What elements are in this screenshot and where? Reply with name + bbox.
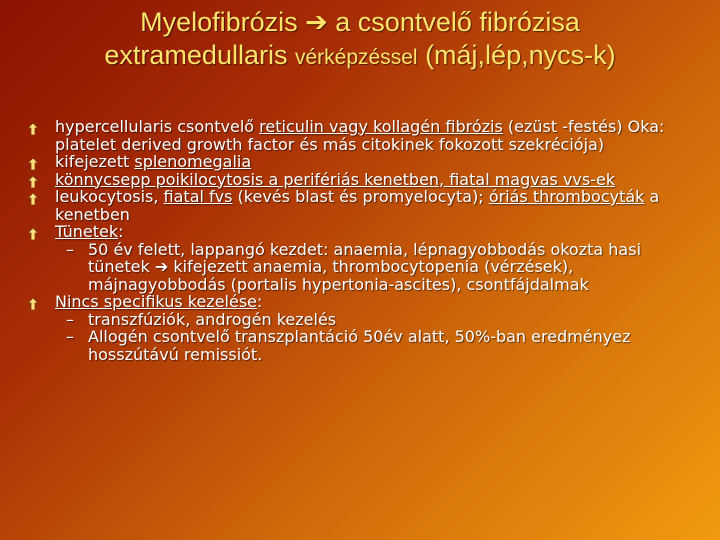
bullet-icon [28, 123, 38, 135]
title-definition: a csontvelő fibrózisa [335, 7, 580, 37]
bullet-icon [28, 158, 38, 170]
link-text: Tünetek [55, 222, 119, 241]
bullet-item: hypercellularis csontvelő reticulin vagy kollagén fibrózis (ezüst -festés) Oka: platelet derived growth factor és más citokinek fokozott szekréciója) [28, 118, 700, 153]
sub-item: – Allogén csontvelő transzplantáció 50év alatt, 50%-ban eredményez hosszútávú remissiót. [66, 327, 631, 364]
link-text: Nincs specifikus kezelése [55, 292, 258, 311]
link-text: könnycsepp poikilocytosis a perifériás kenetben, fiatal magvas vvs-ek [55, 169, 616, 189]
arrow-icon: ➔ [305, 7, 328, 37]
bullet-item: kifejezett splenomegalia [28, 153, 700, 171]
title-part-a: extramedullaris [104, 40, 288, 70]
link-text: fiatal fvs [163, 187, 233, 206]
sub-item: – 50 év felett, lappangó kezdet: anaemia, lépnagyobbodás okozta hasi tünetek ➔ kifejezett anaemia, thrombocytopenia (vérzések), májnagyobbodás (portalis hypertonia-ascites), csontfájdalmak [66, 239, 642, 294]
slide-title [20, 6, 700, 74]
bullet-item: leukocytosis, fiatal fvs (kevés blast és promyelocyta); óriás thrombocyták a kenetben [28, 188, 700, 223]
bullet-item: Nincs specifikus kezelése: [28, 293, 700, 311]
link-text: splenomegalia [134, 152, 252, 171]
link-text: reticulin vagy kollagén fibrózis [259, 117, 503, 136]
link-text: óriás thrombocyták [488, 187, 645, 206]
title-line-1 [20, 6, 700, 39]
bullet-icon [28, 176, 38, 188]
bullet-icon [28, 228, 38, 240]
dash-marker: – [66, 309, 74, 329]
sub-item: – transzfúziók, androgén kezelés [66, 309, 337, 329]
title-part-b: vérképzéssel [294, 46, 418, 69]
bullet-item [28, 171, 700, 189]
dash-marker: – [66, 239, 74, 259]
bullet-item: Tünetek: [28, 223, 700, 241]
title-term: Myelofibrózis [140, 7, 298, 37]
slide-body [28, 118, 700, 363]
bullet-icon [28, 193, 38, 205]
bullet-icon [28, 298, 38, 310]
title-line-2 [20, 39, 700, 74]
title-part-c: (máj,lép,nycs-k) [425, 40, 616, 70]
dash-marker: – [66, 327, 74, 346]
arrow-icon: ➔ [154, 257, 169, 276]
